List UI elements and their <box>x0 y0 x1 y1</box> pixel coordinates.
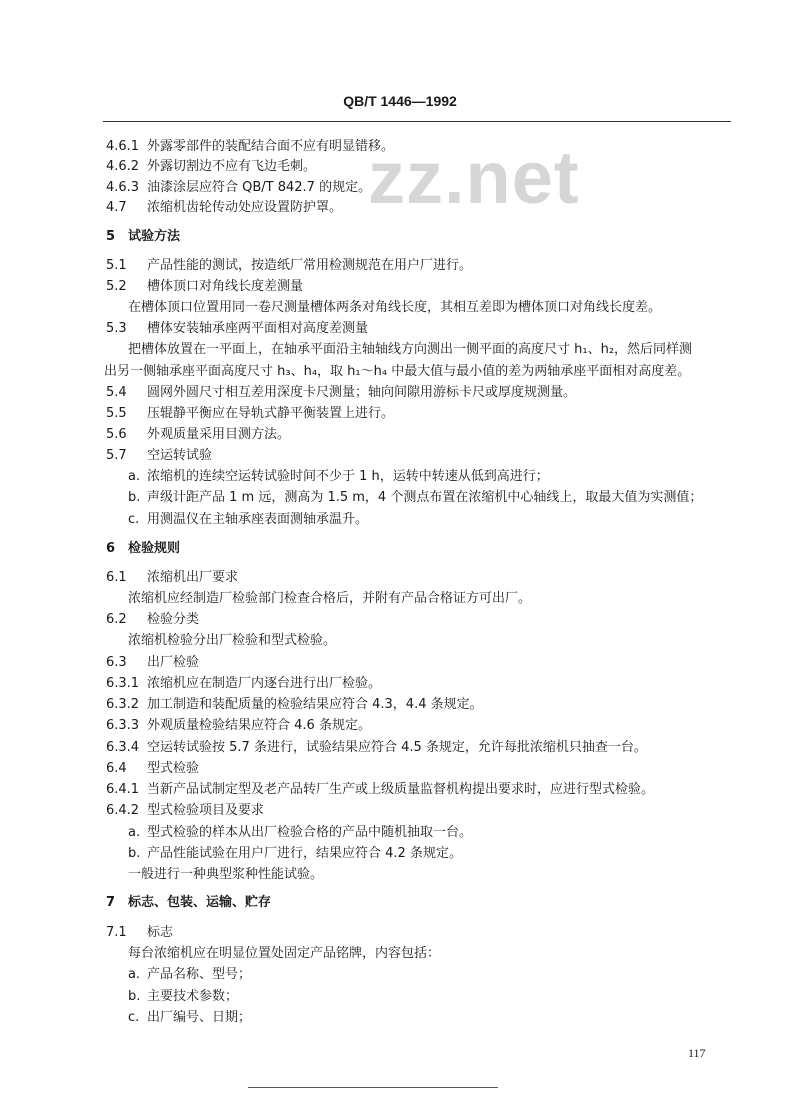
section-heading: 试验方法 <box>128 229 181 244</box>
clause-text: 空运转试验按 5.7 条进行，试验结果应符合 4.5 条规定，允许每批浓缩机只抽查一台。 <box>147 740 647 755</box>
clause-text: 把槽体放置在一平面上，在轴承平面沿主轴轴线方向测出一侧平面的高度尺寸 h₁、h₂，然后同样测 <box>128 342 693 357</box>
clause-number: 6 <box>106 541 116 556</box>
clause-number: b. <box>128 989 141 1004</box>
section-heading: 标志、包装、运输、贮存 <box>128 895 272 910</box>
clause-number: 6.1 <box>106 570 127 585</box>
clause-text: 浓缩机齿轮传动处应设置防护罩。 <box>147 200 343 215</box>
clause-text: 产品名称、型号； <box>147 967 252 982</box>
clause-number: 7 <box>106 895 116 910</box>
page-header-title: QB/T 1446—1992 <box>343 93 457 109</box>
clause-text: 浓缩机应在制造厂内逐台进行出厂检验。 <box>147 676 382 691</box>
clause-text: 出另一侧轴承座平面高度尺寸 h₃、h₄，取 h₁～h₄ 中最大值与最小值的差为两轴承座平面相对高度差。 <box>104 364 691 379</box>
clause-number: 6.4.1 <box>106 782 140 797</box>
clause-text: 浓缩机的连续空运转试验时间不少于 1 h，运转中转速从低到高进行； <box>147 469 549 484</box>
page-number: 117 <box>688 1046 706 1060</box>
clause-text: 外观质量检验结果应符合 4.6 条规定。 <box>147 718 371 733</box>
watermark: zz.net <box>368 136 580 219</box>
clause-text: 浓缩机检验分出厂检验和型式检验。 <box>128 633 337 648</box>
clause-number: 5.2 <box>106 279 127 294</box>
clause-text: 检验分类 <box>147 612 200 627</box>
clause-number: b. <box>128 846 141 861</box>
clause-text: 加工制造和装配质量的检验结果应符合 4.3，4.4 条规定。 <box>147 697 483 712</box>
clause-number: 5 <box>106 229 116 244</box>
clause-number: 4.6.1 <box>106 139 140 154</box>
clause-number: 4.6.3 <box>106 180 140 195</box>
clause-number: 7.1 <box>106 925 127 940</box>
clause-number: 6.4.2 <box>106 803 140 818</box>
clause-text: 槽体顶口对角线长度差测量 <box>147 279 304 294</box>
clause-text: 产品性能的测试，按造纸厂常用检测规范在用户厂进行。 <box>147 258 473 273</box>
clause-number: 5.3 <box>106 321 127 336</box>
clause-number: c. <box>128 512 140 527</box>
clause-text: 当新产品试制定型及老产品转厂生产或上级质量监督机构提出要求时，应进行型式检验。 <box>147 782 655 797</box>
clause-text: 产品性能试验在用户厂进行，结果应符合 4.2 条规定。 <box>147 846 462 861</box>
clause-number: 6.3.2 <box>106 697 140 712</box>
clause-text: 外观质量采用目测方法。 <box>147 427 291 442</box>
clause-number: b. <box>128 490 141 505</box>
clause-number: 4.6.2 <box>106 159 140 174</box>
clause-number: 6.4 <box>106 761 127 776</box>
clause-text: 出厂检验 <box>147 655 200 670</box>
clause-number: c. <box>128 1010 140 1025</box>
clause-text: 外露零部件的装配结合面不应有明显错移。 <box>147 139 395 154</box>
clause-text: 主要技术参数； <box>147 989 239 1004</box>
clause-number: 6.3.1 <box>106 676 140 691</box>
clause-number: 5.6 <box>106 427 127 442</box>
clause-text: 浓缩机出厂要求 <box>147 570 239 585</box>
clause-text: 圆网外圆尺寸相互差用深度卡尺测量；轴向间隙用游标卡尺或厚度规测量。 <box>147 385 577 400</box>
clause-number: 6.2 <box>106 612 127 627</box>
header-rule <box>103 121 731 122</box>
clause-number: 6.3 <box>106 655 127 670</box>
section-heading: 检验规则 <box>128 541 181 556</box>
clause-text: 外露切割边不应有飞边毛刺。 <box>147 159 317 174</box>
clause-text: 压辊静平衡应在导轨式静平衡装置上进行。 <box>147 406 395 421</box>
clause-text: 型式检验 <box>147 761 200 776</box>
clause-text: 在槽体顶口位置用同一卷尺测量槽体两条对角线长度，其相互差即为槽体顶口对角线长度差。 <box>128 300 662 315</box>
clause-text: 型式检验的样本从出厂检验合格的产品中随机抽取一台。 <box>147 825 473 840</box>
clause-number: 6.3.3 <box>106 718 140 733</box>
clause-number: a. <box>128 469 141 484</box>
clause-text: 一般进行一种典型浆种性能试验。 <box>128 867 324 882</box>
clause-text: 型式检验项目及要求 <box>147 803 265 818</box>
clause-number: 5.5 <box>106 406 127 421</box>
clause-number: 5.1 <box>106 258 127 273</box>
clause-number: 5.7 <box>106 448 127 463</box>
clause-number: a. <box>128 825 141 840</box>
clause-text: 用测温仪在主轴承座表面测轴承温升。 <box>147 512 369 527</box>
clause-text: 浓缩机应经制造厂检验部门检查合格后，并附有产品合格证方可出厂。 <box>128 591 532 606</box>
clause-text: 每台浓缩机应在明显位置处固定产品铭牌，内容包括： <box>128 946 441 961</box>
clause-number: 5.4 <box>106 385 127 400</box>
clause-text: 出厂编号、日期； <box>147 1010 252 1025</box>
clause-number: 6.3.4 <box>106 740 140 755</box>
clause-text: 油漆涂层应符合 QB/T 842.7 的规定。 <box>147 180 372 195</box>
clause-number: 4.7 <box>106 200 127 215</box>
clause-text: 声级计距产品 1 m 远，测高为 1.5 m，4 个测点布置在浓缩机中心轴线上，取最大值为实测值； <box>147 490 703 505</box>
clause-text: 标志 <box>147 925 174 940</box>
clause-text: 槽体安装轴承座两平面相对高度差测量 <box>147 321 369 336</box>
clause-number: a. <box>128 967 141 982</box>
footer-rule <box>248 1087 498 1088</box>
clause-text: 空运转试验 <box>147 448 213 463</box>
